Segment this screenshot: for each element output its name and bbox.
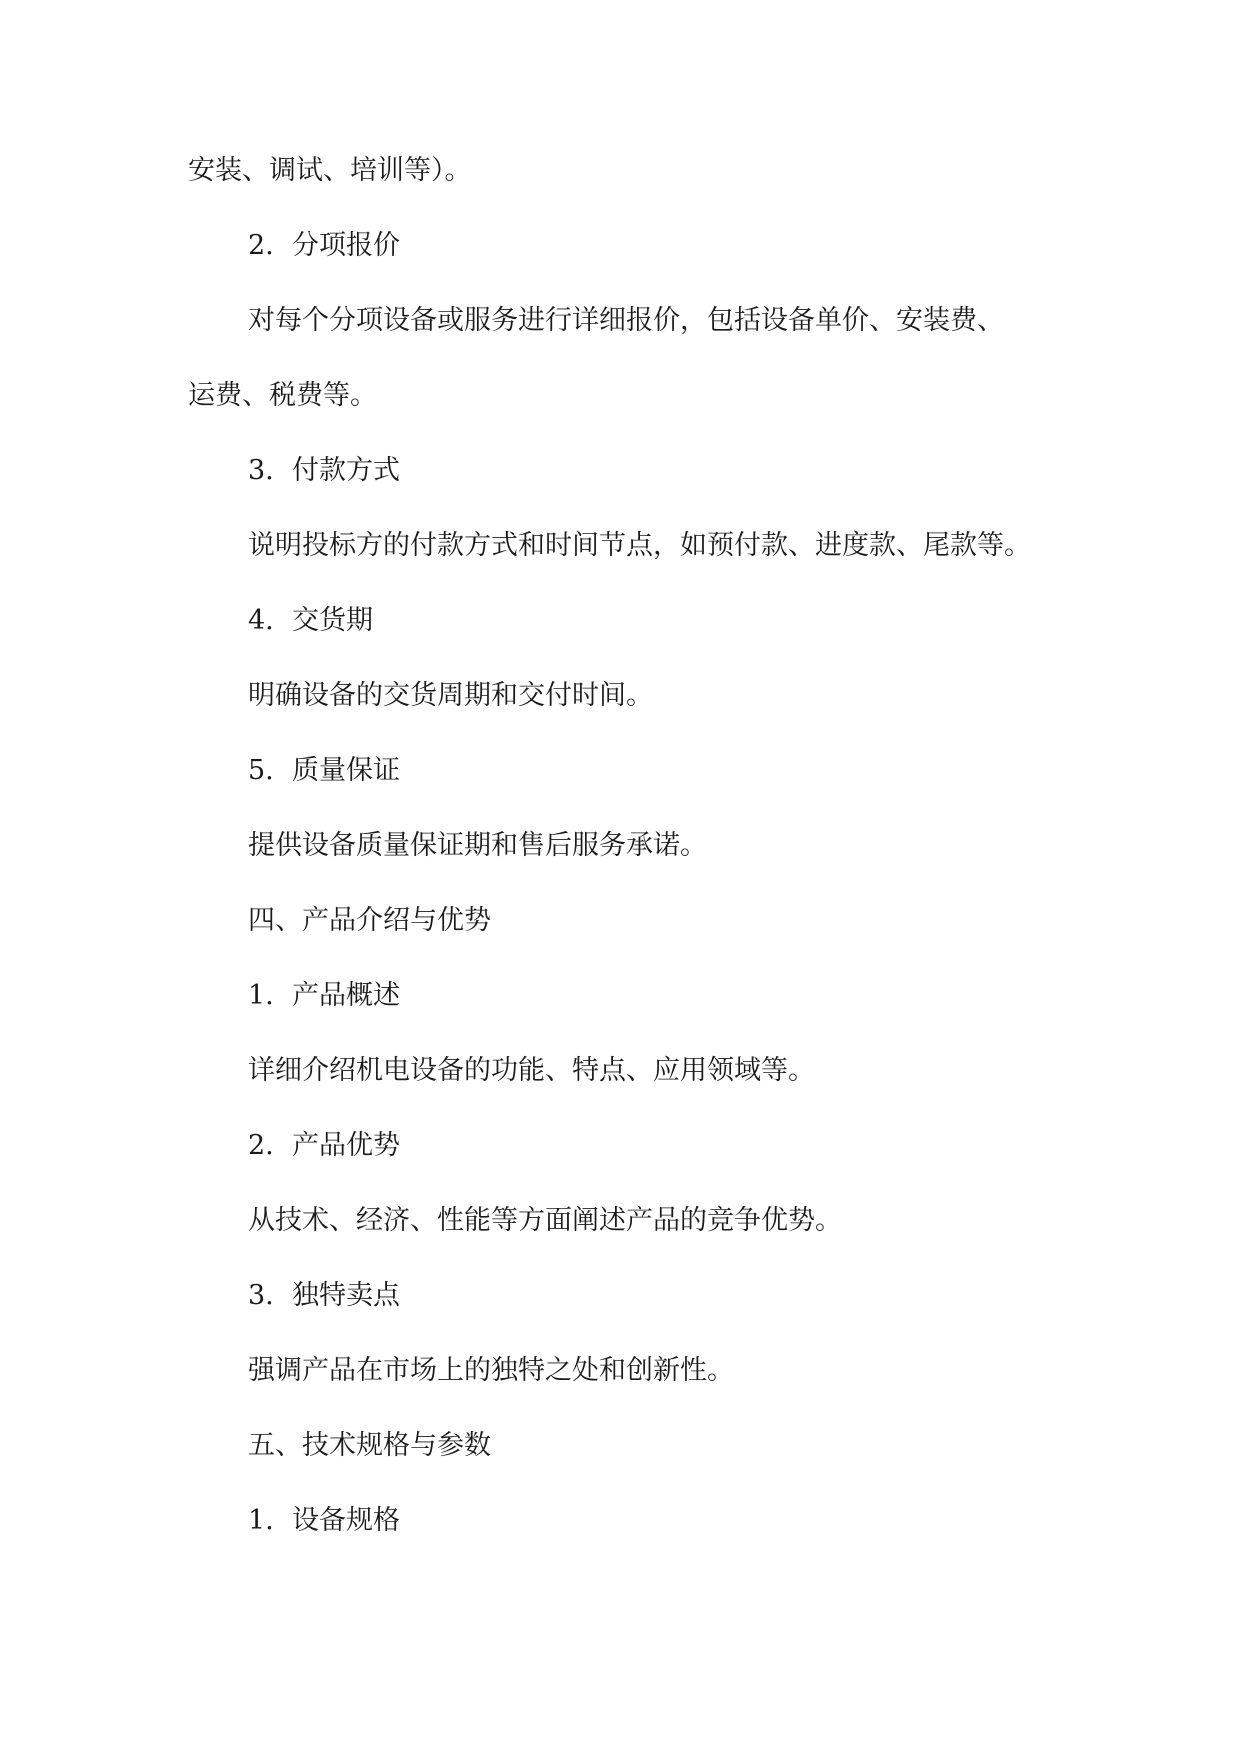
subheading-unique-selling-points [248,1282,400,1309]
subheading-text: 质量保证 [292,755,400,786]
paragraph-line: 详细介绍机电设备的功能、特点、应用领域等。 [248,1055,815,1086]
subheading-product-advantages [248,1132,400,1159]
paragraph-line: 明确设备的交货周期和交付时间。 [248,680,653,711]
paragraph-continuation: 安装、调试、培训等）。 [188,155,472,186]
list-number: 3. [248,455,274,486]
section-heading-product: 四、产品介绍与优势 [248,905,491,936]
paragraph-line: 提供设备质量保证期和售后服务承诺。 [248,830,707,861]
list-number: 5. [248,755,274,786]
list-number: 1. [248,980,274,1011]
subheading-text: 产品优势 [292,1130,400,1161]
paragraph-line: 说明投标方的付款方式和时间节点，如预付款、进度款、尾款等。 [248,530,1031,561]
list-number: 3. [248,1280,274,1311]
subheading-text: 设备规格 [292,1505,400,1536]
subheading-quality-assurance [248,757,400,784]
subheading-equipment-specs [248,1507,400,1534]
paragraph-line: 从技术、经济、性能等方面阐述产品的竞争优势。 [248,1205,842,1236]
list-number: 2. [248,230,274,261]
list-number: 1. [248,1505,274,1536]
subheading-payment-method [248,457,400,484]
paragraph-line: 强调产品在市场上的独特之处和创新性。 [248,1355,734,1386]
subheading-text: 产品概述 [292,980,400,1011]
subheading-text: 交货期 [292,605,373,636]
subheading-text: 分项报价 [292,230,400,261]
paragraph-line: 对每个分项设备或服务进行详细报价，包括设备单价、安装费、 [248,305,1004,336]
subheading-text: 独特卖点 [292,1280,400,1311]
subheading-itemized-quote [248,232,400,259]
list-number: 4. [248,605,274,636]
section-heading-technical-specs: 五、技术规格与参数 [248,1430,491,1461]
paragraph-line: 运费、税费等。 [188,380,377,411]
list-number: 2. [248,1130,274,1161]
subheading-delivery-period [248,607,373,634]
subheading-product-overview [248,982,400,1009]
subheading-text: 付款方式 [292,455,400,486]
